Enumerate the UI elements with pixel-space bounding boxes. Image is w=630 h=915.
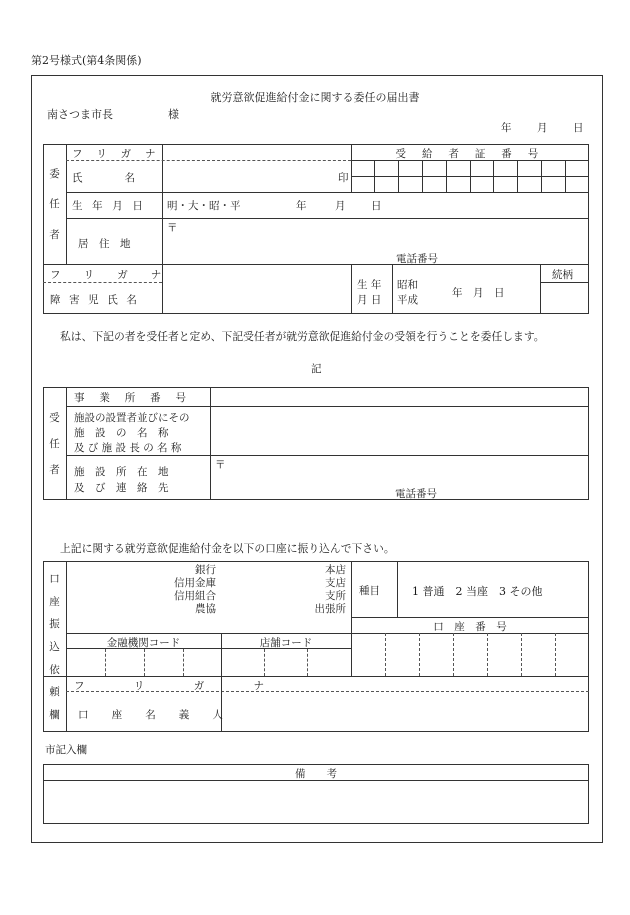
era-options: 明・大・昭・平 (167, 200, 241, 212)
addressee-sama: 様 (168, 108, 179, 121)
postal-mark: 〒 (167, 222, 178, 234)
recipient-number-cells[interactable] (351, 160, 589, 192)
account-holder-field[interactable] (225, 694, 585, 728)
delegator-address-field[interactable] (180, 222, 580, 248)
facility-location-field[interactable] (230, 458, 580, 484)
delegate-phone-label: 電話番号 (395, 488, 437, 500)
transfer-statement: 上記に関する就労意欲促進給付金を以下の口座に振り込んで下さい。 (60, 542, 395, 555)
delegator-birth-label: 生 年 月 日 (72, 200, 147, 212)
remarks-field[interactable] (46, 783, 586, 821)
seal-mark: 印 (338, 172, 349, 184)
child-birth-ymd: 年 月 日 (452, 287, 505, 299)
addressee: 南さつま市長 (47, 108, 113, 121)
relation-label: 続柄 (552, 269, 573, 281)
delegator-phone-label: 電話番号 (396, 253, 438, 265)
child-name-label: 障 害 児 氏 名 (50, 294, 140, 306)
delegator-furigana-label: フ リ ガ ナ (72, 148, 161, 160)
account-type-label: 種目 (359, 585, 380, 597)
bank-types: 銀行 信用金庫 信用組合 農協 (174, 564, 216, 615)
delegator-address-label: 居 住 地 (78, 238, 131, 250)
delegator-name-field[interactable] (167, 162, 327, 190)
date-day: 日 (573, 122, 584, 134)
office-number-label: 事 業 所 番 号 (74, 392, 192, 404)
holder-furigana-label: フ リ ガ ナ (74, 680, 274, 692)
remarks-label: 備 考 (295, 768, 337, 780)
office-number-field[interactable] (214, 389, 584, 404)
form-number: 第2号様式(第4条関係) (31, 54, 142, 67)
account-type-options[interactable]: 1 普通 2 当座 3 その他 (412, 585, 543, 598)
date-year: 年 (501, 122, 512, 134)
account-number-field[interactable] (352, 634, 588, 675)
delegator-name-label: 氏 名 (72, 172, 135, 184)
form-title: 就労意欲促進給付金に関する委任の届出書 (210, 91, 420, 104)
ki-mark: 記 (311, 363, 322, 375)
facility-name-field[interactable] (214, 409, 584, 453)
delegation-statement: 私は、下記の者を受任者と定め、下記受任者が就労意欲促進給付金の受領を行うことを委任します。 (60, 330, 545, 343)
account-holder-label: 口 座 名 義 人 (78, 709, 230, 721)
city-section-label: 市記入欄 (45, 744, 87, 756)
account-number-label: 口 座 番 号 (433, 621, 507, 633)
branch-types: 本店 支店 支所 出張所 (314, 564, 346, 615)
recipient-number-label: 受 給 者 証 番 号 (395, 148, 545, 160)
institution-code-label: 金融機関コード (106, 637, 181, 649)
delegator-side-label: 委 任 者 (49, 167, 60, 242)
date-month: 月 (537, 122, 548, 134)
child-furigana-label: フ リ ガ ナ (50, 269, 168, 281)
branch-code-label: 店舗コード (259, 637, 313, 649)
